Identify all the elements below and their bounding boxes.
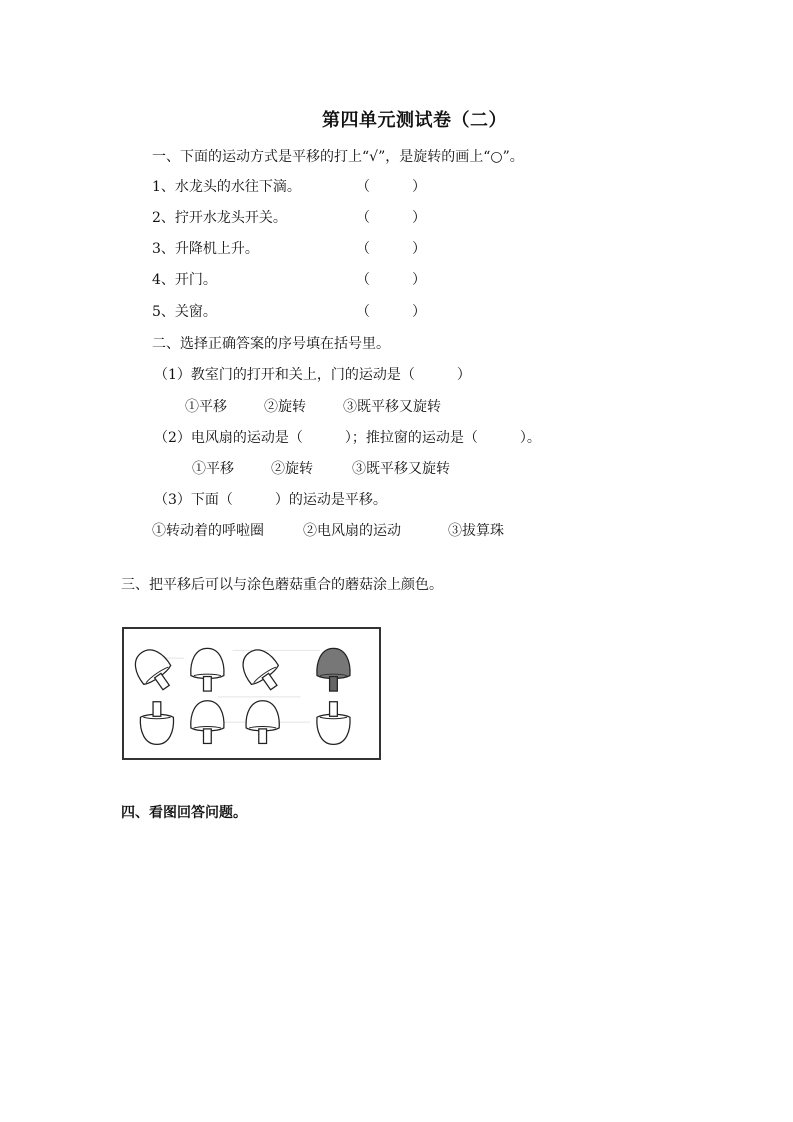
option-3: ③既平移又旋转 — [352, 461, 450, 477]
option-1: ①平移 — [192, 461, 234, 477]
section1-item: 3、升降机上升。 — [152, 241, 259, 257]
shaded-mushroom-icon — [317, 648, 350, 691]
section1-heading: 一、下面的运动方式是平移的打上“√”，是旋转的画上“○”。 — [152, 149, 524, 165]
mushroom-icon[interactable] — [191, 648, 224, 691]
section4-heading: 四、看图回答问题。 — [121, 805, 247, 821]
mushroom-icon[interactable] — [317, 702, 350, 745]
answer-blank[interactable]: （ ） — [356, 241, 426, 257]
mushroom-icon[interactable] — [236, 643, 288, 697]
question-3: （3）下面（ ）的运动是平移。 — [154, 492, 387, 508]
mushroom-icon[interactable] — [246, 701, 279, 744]
option-2: ②旋转 — [271, 461, 313, 477]
option-3: ③拔算珠 — [448, 523, 504, 539]
section2-heading: 二、选择正确答案的序号填在括号里。 — [152, 336, 390, 352]
section1-item: 2、拧开水龙头开关。 — [152, 210, 287, 226]
answer-blank[interactable]: （ ） — [356, 304, 426, 320]
option-1: ①转动着的呼啦圈 — [152, 523, 264, 539]
option-1: ①平移 — [185, 399, 227, 415]
section1-item: 1、水龙头的水往下滴。 — [152, 179, 301, 195]
option-2: ②电风扇的运动 — [303, 523, 401, 539]
page-title: 第四单元测试卷（二） — [322, 110, 507, 131]
section1-item: 4、开门。 — [152, 272, 217, 288]
mushroom-grid — [124, 629, 379, 758]
option-2: ②旋转 — [264, 399, 306, 415]
option-3: ③既平移又旋转 — [343, 399, 441, 415]
mushroom-icon[interactable] — [191, 701, 224, 744]
mushroom-icon[interactable] — [128, 643, 180, 697]
answer-blank[interactable]: （ ） — [356, 179, 426, 195]
mushroom-icon[interactable] — [140, 702, 173, 745]
question-1: （1）教室门的打开和关上，门的运动是（ ） — [154, 367, 471, 383]
answer-blank[interactable]: （ ） — [356, 272, 426, 288]
section1-item: 5、关窗。 — [152, 304, 217, 320]
question-2: （2）电风扇的运动是（ ）；推拉窗的运动是（ ）。 — [154, 430, 541, 446]
section3-heading: 三、把平移后可以与涂色蘑菇重合的蘑菇涂上颜色。 — [121, 577, 443, 593]
answer-blank[interactable]: （ ） — [356, 210, 426, 226]
mushroom-figure — [122, 627, 381, 760]
